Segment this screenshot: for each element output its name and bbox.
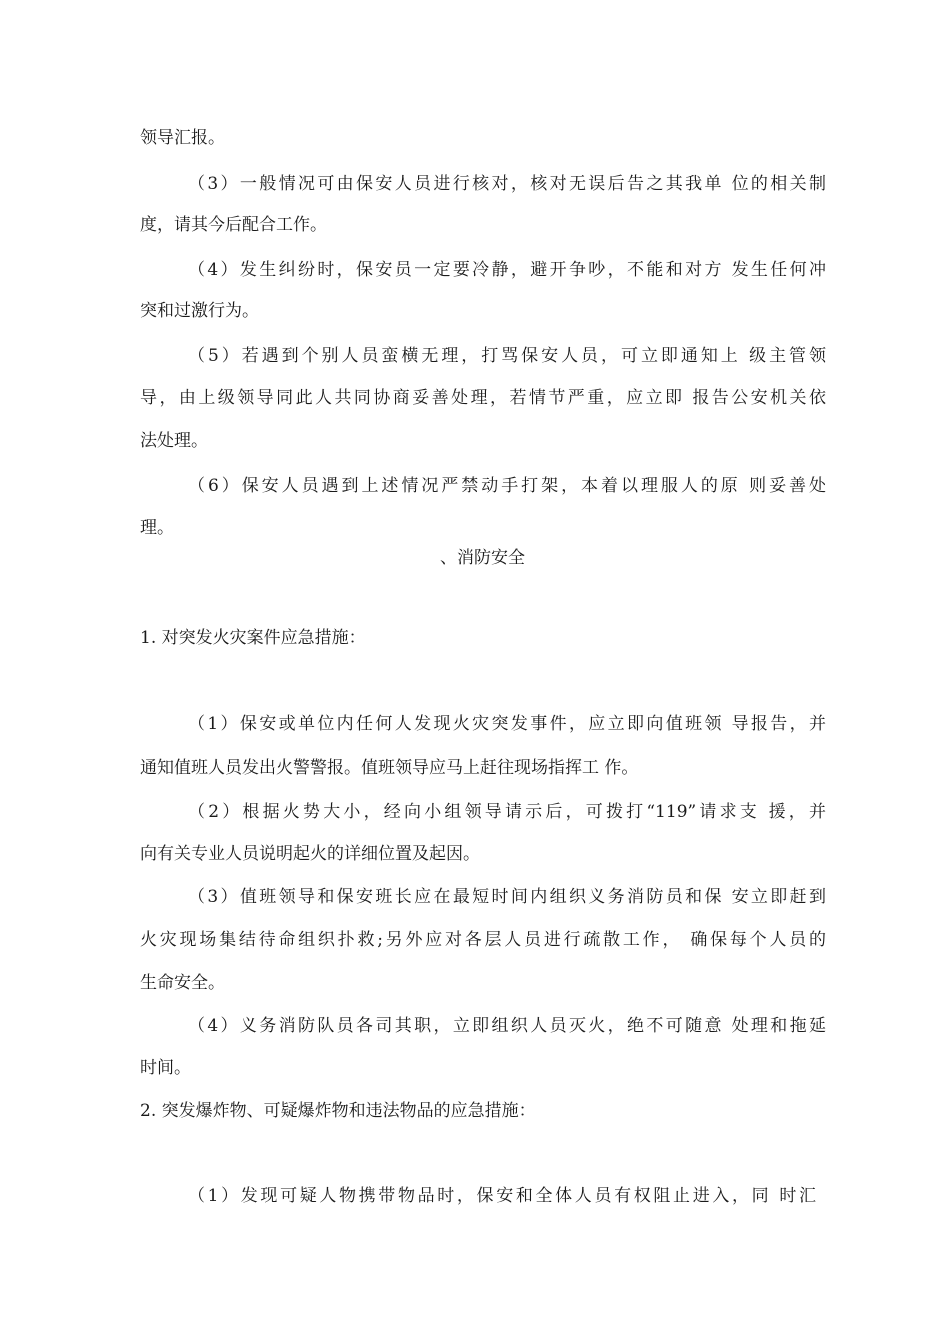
- text-line: 向有关专业人员说明起火的详细位置及起因。: [140, 844, 480, 864]
- paragraph-5-line-2: 导，由上级领导同此人共同协商妥善处理，若情节严重，应立即 报告公安机关依: [140, 388, 826, 408]
- paragraph-6-line-1: （6）保安人员遇到上述情况严禁动手打架，本着以理服人的原 则妥善处: [188, 476, 826, 496]
- text-line: 法处理。: [140, 431, 208, 451]
- subsection-heading: 1. 对突发火灾案件应急措施：: [140, 628, 366, 648]
- text-line: 生命安全。: [140, 973, 225, 993]
- text-line: 通知值班人员发出火警警报。值班领导应马上赶往现场指挥工 作。: [140, 758, 639, 778]
- explosive-step-1-line-1: （1）发现可疑人物携带物品时，保安和全体人员有权阻止进入，同 时汇: [188, 1186, 816, 1206]
- text-line: 时间。: [140, 1058, 191, 1078]
- text-line: 突和过激行为。: [140, 301, 259, 321]
- fire-step-3-line-2: 火灾现场集结待命组织扑救;另外应对各层人员进行疏散工作， 确保每个人员的: [140, 930, 826, 950]
- text-line: 度，请其今后配合工作。: [140, 215, 327, 235]
- text-line: 领导汇报。: [140, 128, 225, 148]
- subsection-heading-2: 2. 突发爆炸物、可疑爆炸物和违法物品的应急措施：: [140, 1101, 536, 1121]
- fire-step-4-line-1: （4）义务消防队员各司其职，立即组织人员灭火，绝不可随意 处理和拖延: [188, 1016, 826, 1036]
- section-heading: 、消防安全: [440, 548, 525, 568]
- paragraph-5-line-1: （5）若遇到个别人员蛮横无理，打骂保安人员，可立即通知上 级主管领: [188, 346, 826, 366]
- fire-step-2-line-1: （2）根据火势大小，经向小组领导请示后，可拨打“119”请求支 援，并: [188, 802, 826, 822]
- paragraph-3-line-1: （3）一般情况可由保安人员进行核对，核对无误后告之其我单 位的相关制: [188, 174, 826, 194]
- text-line: 理。: [140, 518, 174, 538]
- paragraph-4-line-1: （4）发生纠纷时，保安员一定要冷静，避开争吵，不能和对方 发生任何冲: [188, 260, 826, 280]
- fire-step-1-line-1: （1）保安或单位内任何人发现火灾突发事件，应立即向值班领 导报告，并: [188, 714, 826, 734]
- fire-step-3-line-1: （3）值班领导和保安班长应在最短时间内组织义务消防员和保 安立即赶到: [188, 887, 826, 907]
